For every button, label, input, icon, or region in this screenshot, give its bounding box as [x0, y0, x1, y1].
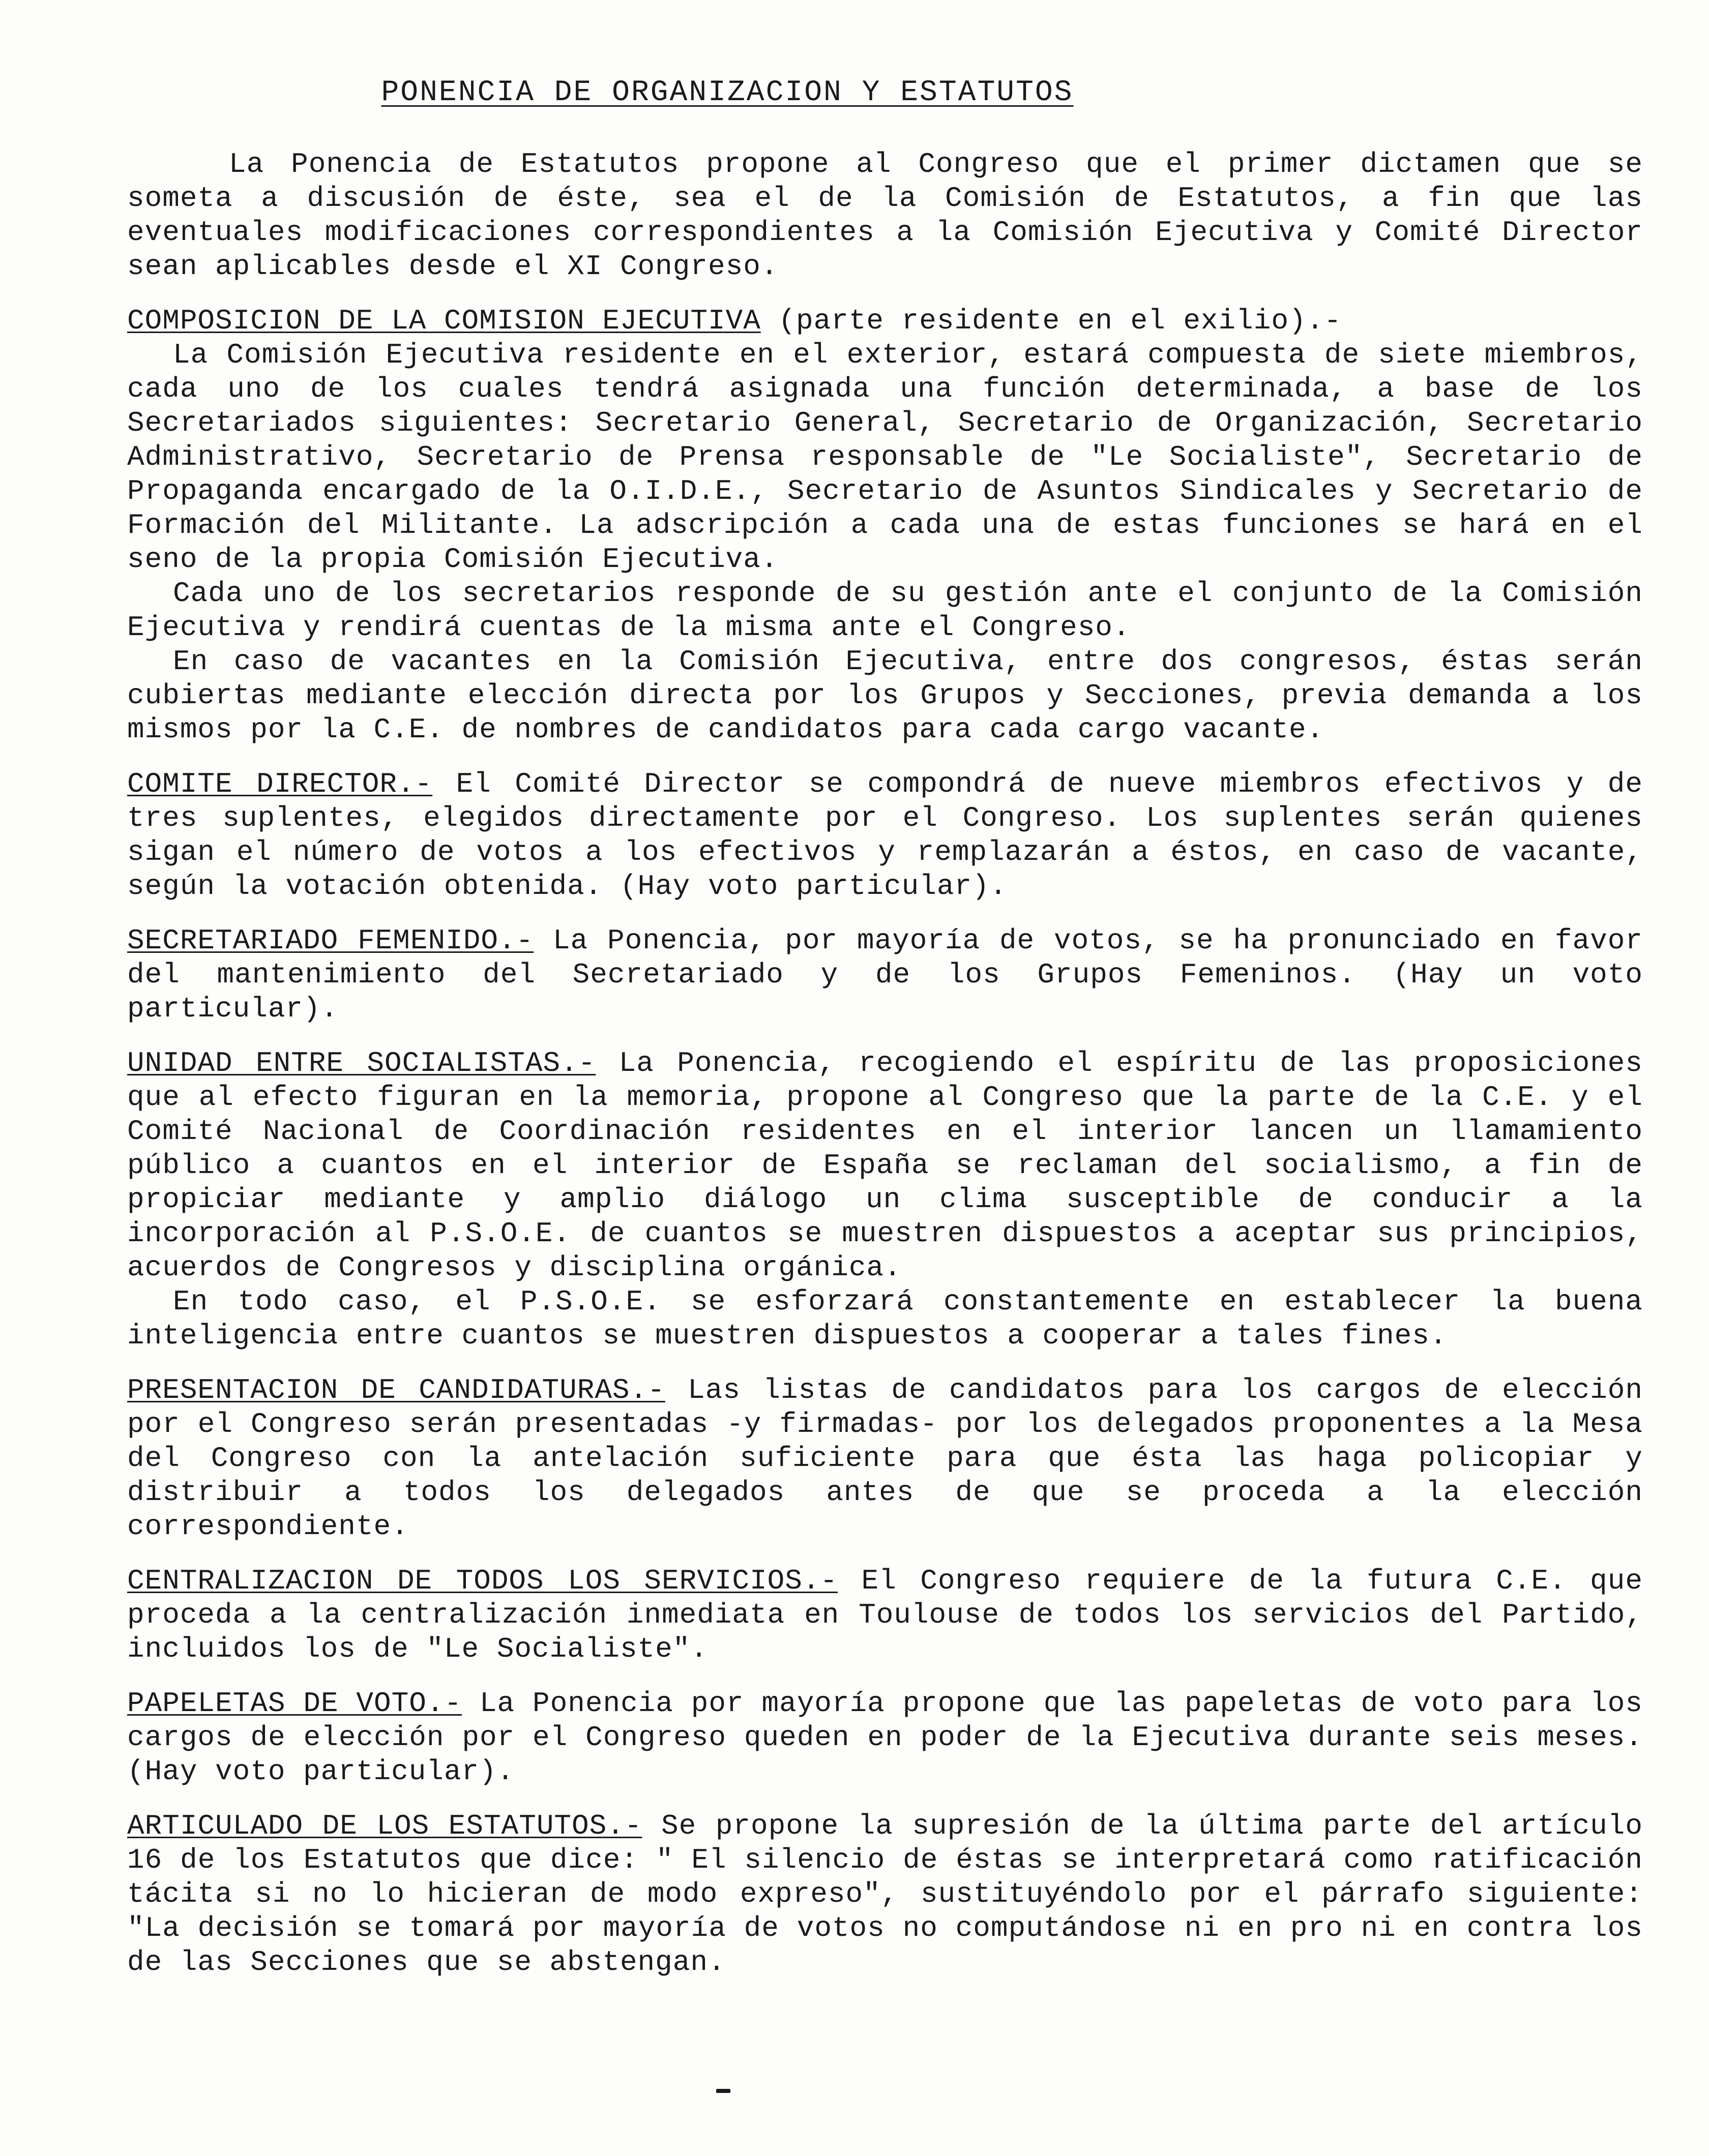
section-paragraph	[127, 1373, 1643, 1544]
section-heading: UNIDAD ENTRE SOCIALISTAS.-	[127, 1047, 596, 1080]
section-secretariado-femenido	[127, 924, 1643, 1026]
intro-paragraph: La Ponencia de Estatutos propone al Congreso que el primer dictamen que se someta a discusión de éste, sea el de la Comisión de Estatutos, a fin que las eventuales modificaciones correspondientes a la Comisión Ejecutiva y Comité Director sean aplicables desde el XI Congreso.	[127, 148, 1643, 283]
section-paragraph	[127, 1046, 1643, 1285]
spacer	[127, 284, 1643, 304]
section-body: La Ponencia, recogiendo el espíritu de las proposiciones que al efecto figuran en la memoria, propone al Congreso que la parte de la C.E. y el Comité Nacional de Coordinación residentes en el interior lancen un llamamiento público a cuantos en el interior de España se reclaman del socialismo, a fin de propiciar mediante y amplio diálogo un clima susceptible de conducir a la incorporación al P.S.O.E. de cuantos se muestren dispuestos a aceptar sus principios, acuerdos de Congresos y disciplina orgánica.	[127, 1047, 1643, 1284]
section-heading: ARTICULADO DE LOS ESTATUTOS.-	[127, 1810, 642, 1842]
section-paragraph: La Comisión Ejecutiva residente en el exterior, estará compuesta de siete miembros, cada uno de los cuales tendrá asignada una función determinada, a base de los Secretariados siguientes: Secretario General, Secretario de Organización, Secretario Administrativo, Secretario de Prensa responsable de "Le Socialiste", Secretario de Propaganda encargado de la O.I.D.E., Secretario de Asuntos Sindicales y Secretario de Formación del Militante. La adscripción a cada una de estas funciones se hará en el seno de la propia Comisión Ejecutiva.	[127, 339, 1643, 576]
section-paragraph	[127, 767, 1643, 904]
section-heading: PAPELETAS DE VOTO.-	[127, 1687, 462, 1720]
section-unidad-socialistas	[127, 1046, 1643, 1353]
document-body	[127, 147, 1643, 2000]
section-heading: SECRETARIADO FEMENIDO.-	[127, 924, 534, 957]
section-paragraph	[127, 1687, 1643, 1789]
section-paragraph	[127, 304, 1643, 338]
section-paragraph	[127, 1809, 1643, 1980]
section-articulado-estatutos	[127, 1809, 1643, 1980]
section-heading: CENTRALIZACION DE TODOS LOS SERVICIOS.-	[127, 1565, 838, 1597]
section-heading: PRESENTACION DE CANDIDATURAS.-	[127, 1374, 665, 1406]
document-title: PONENCIA DE ORGANIZACION Y ESTATUTOS	[381, 76, 1074, 109]
section-papeletas-voto	[127, 1687, 1643, 1789]
section-body: Las listas de candidatos para los cargos de elección por el Congreso serán presentadas -y firmadas- por los delegados proponentes a la Mesa del Congreso con la antelación suficiente para que ésta las haga policopiar y distribuir a todos los delegados antes de que se proceda a la elección correspondiente.	[127, 1374, 1643, 1543]
page-mark	[716, 2089, 730, 2093]
section-composicion	[127, 304, 1643, 747]
section-paragraph: En caso de vacantes en la Comisión Ejecutiva, entre dos congresos, éstas serán cubiertas mediante elección directa por los Grupos y Secciones, previa demanda a los mismos por la C.E. de nombres de candidatos para cada cargo vacante.	[127, 645, 1643, 746]
section-paragraph	[127, 1564, 1643, 1666]
section-presentacion-candidaturas	[127, 1373, 1643, 1544]
section-heading: COMITE DIRECTOR.-	[127, 768, 433, 800]
section-comite-director	[127, 767, 1643, 904]
section-body: El Congreso requiere de la futura C.E. que proceda a la centralización inmediata en Toulouse de todos los servicios del Partido, incluidos los de "Le Socialiste".	[127, 1565, 1643, 1665]
section-centralizacion-servicios	[127, 1564, 1643, 1666]
section-heading: COMPOSICION DE LA COMISION EJECUTIVA	[127, 305, 761, 337]
section-heading-suffix: (parte residente en el exilio).-	[760, 305, 1342, 337]
section-body: La Ponencia, por mayoría de votos, se ha pronunciado en favor del mantenimiento del Secretariado y de los Grupos Femeninos. (Hay un voto particular).	[127, 924, 1643, 1025]
section-paragraph: Cada uno de los secretarios responde de su gestión ante el conjunto de la Comisión Ejecutiva y rendirá cuentas de la misma ante el Congreso.	[127, 577, 1643, 644]
section-paragraph	[127, 924, 1643, 1026]
section-body: Se propone la supresión de la última parte del artículo 16 de los Estatutos que dice: " El silencio de éstas se interpretará como ratificación tácita si no lo hicieran de modo expreso", sustituyéndolo por el párrafo siguiente: "La decisión se tomará por mayoría de votos no computándose ni en pro ni en contra los de las Secciones que se abstengan.	[127, 1810, 1643, 1979]
section-body: La Ponencia por mayoría propone que las papeletas de voto para los cargos de elección por el Congreso queden en poder de la Ejecutiva durante seis meses. (Hay voto particular).	[127, 1687, 1643, 1788]
section-paragraph: En todo caso, el P.S.O.E. se esforzará constantemente en establecer la buena inteligencia entre cuantos se muestren dispuestos a cooperar a tales fines.	[127, 1285, 1643, 1352]
section-body: El Comité Director se compondrá de nueve miembros efectivos y de tres suplentes, elegidos directamente por el Congreso. Los suplentes serán quienes sigan el número de votos a los efectivos y remplazarán a éstos, en caso de vacante, según la votación obtenida. (Hay voto particular).	[127, 768, 1643, 903]
